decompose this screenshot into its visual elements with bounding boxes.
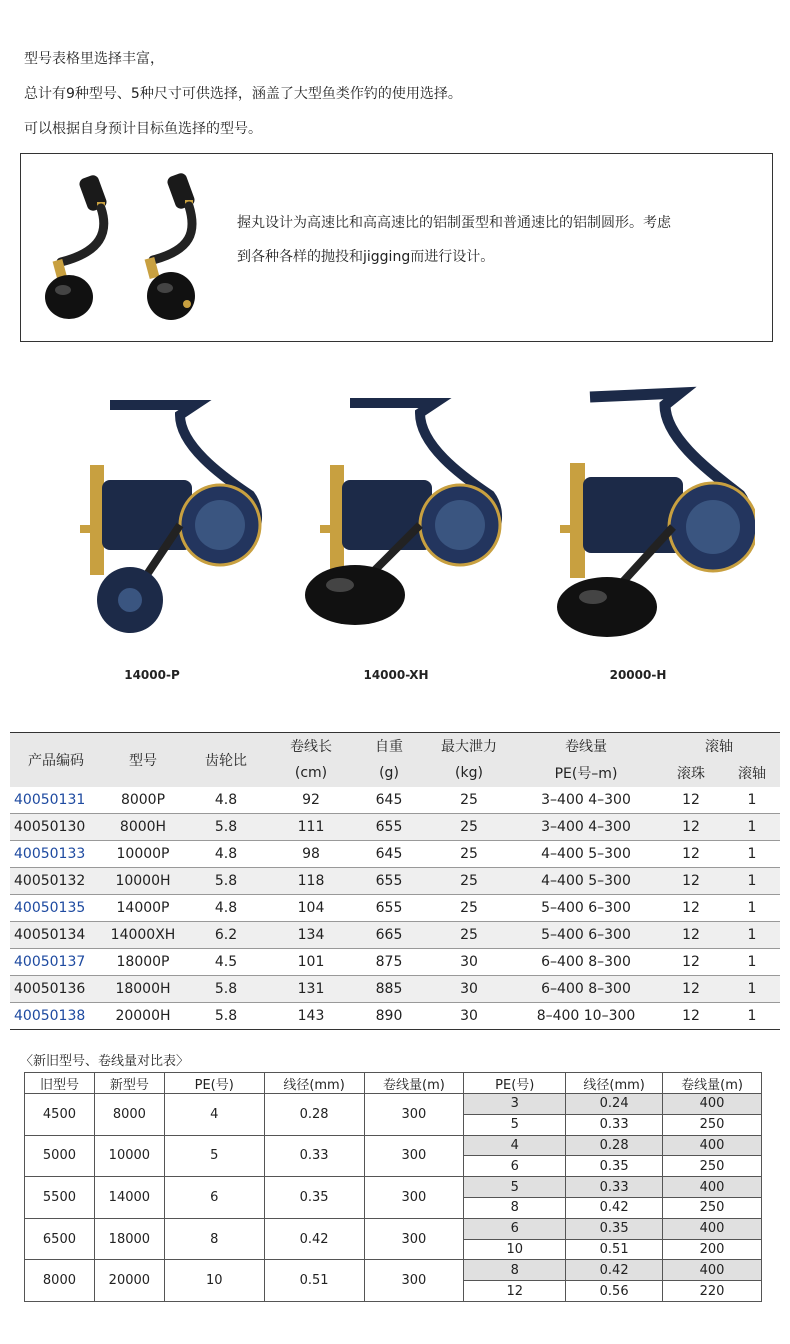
cell-retrieve: 143 [297, 1008, 325, 1024]
table-row [25, 1094, 762, 1115]
header-drag-unit: (kg) [424, 760, 514, 787]
cell-sub-diameter: 0.33 [566, 1177, 663, 1198]
intro-text [24, 42, 462, 147]
compare-header-sub-diameter: 线径(mm) [566, 1073, 663, 1094]
table-row [10, 949, 780, 976]
cell-sub-pe: 4 [464, 1135, 566, 1156]
cell-weight: 665 [375, 927, 403, 943]
cell-diameter: 0.51 [264, 1260, 364, 1302]
cell-pe: 4 [164, 1094, 264, 1136]
cell-weight: 655 [375, 900, 403, 916]
cell-sub-pe: 5 [464, 1114, 566, 1135]
handle-knob-image [31, 162, 231, 332]
cell-model: 10000P [116, 846, 170, 862]
cell-sub-capacity: 250 [663, 1156, 762, 1177]
compare-header-diameter: 线径(mm) [264, 1073, 364, 1094]
handle-text-line-2: 到各种各样的抛投和jigging而进行设计。 [237, 249, 495, 265]
compare-table-title: 〈新旧型号、卷线量对比表〉 [20, 1054, 190, 1069]
table-row [10, 976, 780, 1003]
cell-roller: 1 [747, 900, 757, 916]
cell-model: 20000H [115, 1008, 171, 1024]
cell-drag: 30 [460, 981, 478, 997]
cell-gear: 5.8 [214, 873, 238, 889]
cell-gear: 6.2 [214, 927, 238, 943]
cell-roller: 1 [747, 927, 757, 943]
cell-sub-capacity: 400 [663, 1260, 762, 1281]
reel-image-14000p [30, 385, 270, 645]
table-row [10, 922, 780, 949]
cell-code: 40050132 [14, 873, 86, 889]
cell-sub-diameter: 0.33 [566, 1114, 663, 1135]
cell-roller: 1 [747, 1008, 757, 1024]
cell-sub-pe: 8 [464, 1260, 566, 1281]
cell-code: 40050137 [14, 954, 86, 970]
cell-capacity: 3–400 4–300 [541, 791, 631, 808]
cell-drag: 30 [460, 1008, 478, 1024]
cell-code: 40050130 [14, 819, 86, 835]
table-row [25, 1260, 762, 1281]
cell-roller: 1 [747, 954, 757, 970]
table-row [10, 895, 780, 922]
cell-ball: 12 [682, 900, 700, 916]
cell-sub-pe: 10 [464, 1239, 566, 1260]
cell-sub-capacity: 250 [663, 1114, 762, 1135]
handle-description [237, 206, 671, 274]
cell-ball: 12 [682, 954, 700, 970]
header-bearing: 滚轴 [658, 733, 780, 760]
cell-model: 14000XH [110, 927, 176, 943]
cell-drag: 25 [460, 846, 478, 862]
cell-weight: 655 [375, 873, 403, 889]
cell-old-model: 5000 [25, 1135, 95, 1177]
cell-sub-pe: 8 [464, 1197, 566, 1218]
cell-old-model: 4500 [25, 1094, 95, 1136]
header-roller: 滚轴 [724, 760, 780, 787]
cell-sub-capacity: 400 [663, 1094, 762, 1115]
table-row [10, 814, 780, 841]
cell-capacity: 300 [364, 1218, 464, 1260]
cell-diameter: 0.35 [264, 1177, 364, 1219]
cell-model: 8000P [120, 791, 166, 808]
reel-image-20000h [515, 385, 755, 645]
cell-retrieve: 118 [297, 873, 325, 889]
cell-old-model: 8000 [25, 1260, 95, 1302]
header-weight-unit: (g) [354, 760, 424, 787]
cell-capacity: 4–400 5–300 [541, 873, 631, 889]
compare-table [24, 1072, 762, 1302]
cell-code: 40050133 [14, 846, 86, 862]
cell-model: 18000H [115, 981, 171, 997]
cell-diameter: 0.28 [264, 1094, 364, 1136]
table-row [10, 841, 780, 868]
cell-sub-capacity: 200 [663, 1239, 762, 1260]
cell-model: 18000P [116, 954, 170, 970]
cell-diameter: 0.42 [264, 1218, 364, 1260]
cell-new-model: 8000 [94, 1094, 164, 1136]
cell-capacity: 300 [364, 1260, 464, 1302]
intro-line-3: 可以根据自身预计目标鱼选择的型号。 [24, 121, 262, 137]
cell-ball: 12 [682, 927, 700, 943]
table-row [10, 1003, 780, 1030]
cell-capacity: 8–400 10–300 [536, 1008, 636, 1024]
cell-pe: 6 [164, 1177, 264, 1219]
cell-sub-pe: 3 [464, 1094, 566, 1115]
cell-gear: 5.8 [214, 819, 238, 835]
cell-weight: 645 [375, 791, 403, 808]
cell-model: 14000P [116, 900, 170, 916]
handle-text-line-1: 握丸设计为高速比和高高速比的铝制蛋型和普通速比的铝制圆形。考虑 [237, 215, 671, 231]
header-drag: 最大泄力 [424, 733, 514, 760]
cell-ball: 12 [682, 846, 700, 862]
cell-roller: 1 [747, 791, 757, 808]
cell-gear: 4.8 [214, 846, 238, 862]
reel-label-14000p: 14000-P [124, 668, 180, 682]
cell-sub-pe: 6 [464, 1156, 566, 1177]
header-model: 型号 [102, 733, 184, 787]
cell-drag: 25 [460, 927, 478, 943]
cell-pe: 10 [164, 1260, 264, 1302]
cell-retrieve: 98 [302, 846, 320, 862]
cell-sub-diameter: 0.51 [566, 1239, 663, 1260]
cell-capacity: 300 [364, 1135, 464, 1177]
cell-pe: 5 [164, 1135, 264, 1177]
cell-capacity: 4–400 5–300 [541, 846, 631, 862]
cell-roller: 1 [747, 819, 757, 835]
cell-sub-capacity: 250 [663, 1197, 762, 1218]
cell-code: 40050135 [14, 900, 86, 916]
cell-sub-capacity: 220 [663, 1281, 762, 1302]
cell-new-model: 18000 [94, 1218, 164, 1260]
cell-capacity: 5–400 6–300 [541, 927, 631, 943]
cell-ball: 12 [682, 791, 700, 808]
cell-ball: 12 [682, 1008, 700, 1024]
cell-drag: 25 [460, 873, 478, 889]
cell-sub-diameter: 0.42 [566, 1197, 663, 1218]
cell-sub-diameter: 0.42 [566, 1260, 663, 1281]
cell-capacity: 6–400 8–300 [541, 954, 631, 970]
cell-capacity: 5–400 6–300 [541, 900, 631, 916]
cell-retrieve: 134 [297, 927, 325, 943]
cell-ball: 12 [682, 819, 700, 835]
cell-sub-diameter: 0.35 [566, 1156, 663, 1177]
cell-sub-diameter: 0.56 [566, 1281, 663, 1302]
cell-sub-diameter: 0.35 [566, 1218, 663, 1239]
header-gear: 齿轮比 [184, 733, 268, 787]
table-row [25, 1218, 762, 1239]
cell-code: 40050131 [14, 791, 86, 808]
handle-info-box [20, 153, 773, 342]
cell-sub-capacity: 400 [663, 1135, 762, 1156]
cell-weight: 875 [375, 954, 403, 970]
compare-header-sub-capacity: 卷线量(m) [663, 1073, 762, 1094]
cell-capacity: 6–400 8–300 [541, 981, 631, 997]
reel-image-14000xh [270, 385, 510, 645]
cell-capacity: 3–400 4–300 [541, 819, 631, 835]
cell-sub-pe: 12 [464, 1281, 566, 1302]
cell-weight: 890 [375, 1008, 403, 1024]
cell-sub-diameter: 0.24 [566, 1094, 663, 1115]
cell-diameter: 0.33 [264, 1135, 364, 1177]
cell-gear: 5.8 [214, 1008, 238, 1024]
cell-code: 40050134 [14, 927, 86, 943]
cell-weight: 655 [375, 819, 403, 835]
cell-drag: 25 [460, 791, 478, 808]
header-capacity: 卷线量 [514, 733, 658, 760]
cell-retrieve: 101 [297, 954, 325, 970]
cell-weight: 645 [375, 846, 403, 862]
header-weight: 自重 [354, 733, 424, 760]
cell-capacity: 300 [364, 1094, 464, 1136]
table-row [25, 1177, 762, 1198]
cell-new-model: 20000 [94, 1260, 164, 1302]
cell-gear: 5.8 [214, 981, 238, 997]
reel-label-14000xh: 14000-XH [363, 668, 429, 682]
cell-old-model: 6500 [25, 1218, 95, 1260]
cell-retrieve: 92 [302, 791, 320, 808]
cell-capacity: 300 [364, 1177, 464, 1219]
intro-line-2: 总计有9种型号、5种尺寸可供选择，涵盖了大型鱼类作钓的使用选择。 [24, 86, 462, 102]
cell-new-model: 14000 [94, 1177, 164, 1219]
cell-roller: 1 [747, 981, 757, 997]
cell-weight: 885 [375, 981, 403, 997]
compare-header-new: 新型号 [94, 1073, 164, 1094]
cell-retrieve: 111 [297, 819, 325, 835]
intro-line-1: 型号表格里选择丰富， [24, 51, 164, 67]
cell-gear: 4.5 [214, 954, 238, 970]
cell-model: 8000H [119, 819, 167, 835]
cell-sub-pe: 6 [464, 1218, 566, 1239]
cell-ball: 12 [682, 981, 700, 997]
compare-header-pe: PE(号) [164, 1073, 264, 1094]
reel-label-20000h: 20000-H [609, 668, 667, 682]
header-ball: 滚珠 [658, 760, 724, 787]
table-row [10, 868, 780, 895]
cell-code: 40050136 [14, 981, 86, 997]
cell-sub-capacity: 400 [663, 1177, 762, 1198]
spec-table [10, 732, 780, 1030]
header-capacity-unit: PE(号–m) [514, 760, 658, 787]
header-retrieve: 卷线长 [268, 733, 354, 760]
cell-new-model: 10000 [94, 1135, 164, 1177]
compare-header-capacity: 卷线量(m) [364, 1073, 464, 1094]
table-row [10, 787, 780, 814]
header-code: 产品编码 [10, 733, 102, 787]
cell-model: 10000H [115, 873, 171, 889]
table-row [25, 1135, 762, 1156]
cell-sub-capacity: 400 [663, 1218, 762, 1239]
cell-roller: 1 [747, 873, 757, 889]
cell-old-model: 5500 [25, 1177, 95, 1219]
compare-header-old: 旧型号 [25, 1073, 95, 1094]
cell-retrieve: 131 [297, 981, 325, 997]
cell-pe: 8 [164, 1218, 264, 1260]
cell-drag: 25 [460, 900, 478, 916]
cell-ball: 12 [682, 873, 700, 889]
cell-sub-pe: 5 [464, 1177, 566, 1198]
cell-gear: 4.8 [214, 791, 238, 808]
cell-code: 40050138 [14, 1008, 86, 1024]
cell-drag: 30 [460, 954, 478, 970]
cell-roller: 1 [747, 846, 757, 862]
compare-header-sub-pe: PE(号) [464, 1073, 566, 1094]
cell-drag: 25 [460, 819, 478, 835]
cell-gear: 4.8 [214, 900, 238, 916]
header-retrieve-unit: (cm) [268, 760, 354, 787]
cell-sub-diameter: 0.28 [566, 1135, 663, 1156]
cell-retrieve: 104 [297, 900, 325, 916]
